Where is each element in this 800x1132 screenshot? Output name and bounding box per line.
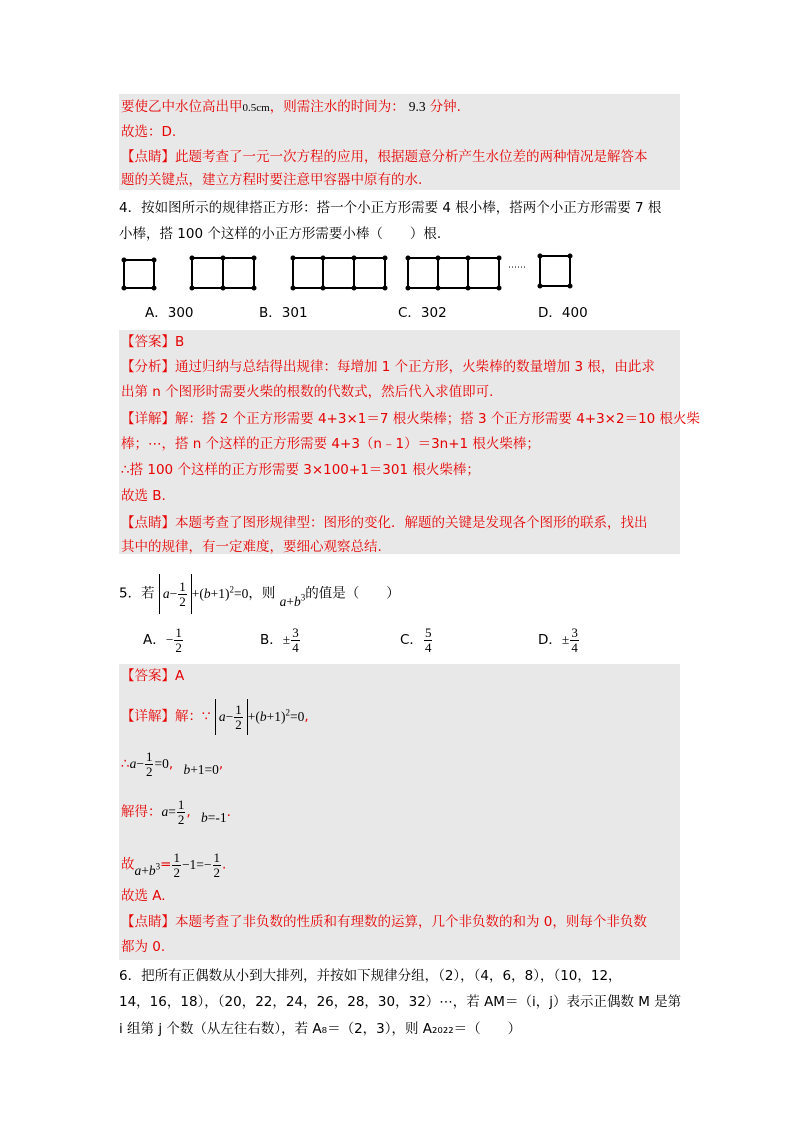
q4-option-b: B．301 <box>259 305 308 321</box>
q3-comment-1: 【点睛】此题考查了一元一次方程的应用，根据题意分析产生水位差的两种情况是解答本 <box>121 149 648 165</box>
q4-option-c: C．302 <box>398 305 447 321</box>
q5-option-b-label: B． <box>260 632 283 648</box>
q5-detail-because: 【详解】解：∵ a− $\frac{1}{2}$ $+(b+1)^2=0$, <box>121 694 309 735</box>
q5-option-c: C． $\frac{5}{4}$ <box>400 624 432 655</box>
q5-comment-1: 【点睛】本题考查了非负数的性质和有理数的运算，几个非负数的和为 0，则每个非负数 <box>121 914 647 930</box>
q3-result-line <box>121 97 461 118</box>
q5-solve-label: 解得： <box>121 804 162 820</box>
q4-detail-3: ∴搭 100 个这样的正方形需要 3×100+1＝301 根火柴棒； <box>121 462 480 478</box>
figure-ellipsis: ⋯⋯ <box>508 263 526 273</box>
q4-choose: 故选 B. <box>121 488 166 504</box>
q5-option-b: B．± $\frac{3}{4}$ <box>260 624 299 655</box>
q3-text-c: ，则需注水的时间为： <box>269 99 405 115</box>
q3-text-e: 分钟. <box>429 99 461 115</box>
figure-joint-dots <box>122 254 573 291</box>
q5-option-a: A．− $\frac{1}{2}$ <box>143 624 182 655</box>
q5-therefore-symbol: ∴ <box>121 756 130 772</box>
q5-so-label: 故 <box>121 856 135 873</box>
figure-3-squares <box>293 258 385 288</box>
figure-1-square <box>124 260 154 288</box>
q5-choose: 故选 A. <box>121 888 166 904</box>
q5-detail-label: 【详解】解： <box>121 708 202 725</box>
q4-square-pattern-figure <box>0 250 800 310</box>
q4-detail-2: 棒；⋯，搭 n 个这样的正方形需要 4+3（n﹣1）＝3n+1 根火柴棒； <box>121 436 540 452</box>
q3-choose: 故选：D. <box>121 124 177 140</box>
q3-value-cm: 0.5cm <box>242 102 270 114</box>
q3-text-a: 要使乙中水位高出甲 <box>121 99 243 115</box>
q5-so-line: 故$a+b^3=$ $\frac{1}{2}$ −1=− $\frac{1}{2}$ . <box>121 849 227 880</box>
q6-line-2: 14，16，18），（20，22，24，26，28，30，32）⋯，若 AM＝（i，j）表示正偶数 M 是第 <box>119 994 682 1010</box>
q4-option-d: D．400 <box>538 305 588 321</box>
q5-tail: 的值是（ ） <box>305 585 400 602</box>
q4-option-a: A．300 <box>145 305 194 321</box>
q4-stem-2: 小棒，搭 100 个这样的小正方形需要小棒（ ）根. <box>119 226 442 242</box>
q5-stem: 5．若 a− $\frac{1}{2}$ $+(b+1)^2=0$，则 $a+b^3$的值是（ ） <box>119 569 400 614</box>
q5-solve-line: 解得：a= $\frac{1}{2}$ , b=-1. <box>121 797 231 828</box>
q5-option-a-label: A． <box>143 632 166 648</box>
q5-abs-expression: a− $\frac{1}{2}$ <box>159 574 192 614</box>
q6-line-3: i 组第 j 个数（从左往右数），若 A₈＝（2，3），则 A₂₀₂₂＝（ ） <box>119 1021 522 1037</box>
q5-therefore-line: ∴a− $\frac{1}{2}$ =0, b+1=0, <box>121 749 224 780</box>
q4-analysis-2: 出第 n 个图形时需要火柴的根数的代数式，然后代入求值即可. <box>121 384 494 400</box>
q3-comment-2: 题的关键点，建立方程时要注意甲容器中原有的水. <box>121 172 423 188</box>
figure-4-squares <box>408 258 499 288</box>
q6-line-1: 6．把所有正偶数从小到大排列，并按如下规律分组，（2），（4，6，8），（10，12， <box>119 968 622 984</box>
q3-value-min: 9.3 <box>408 99 426 114</box>
q5-number: 5．若 <box>119 585 155 602</box>
q5-because-symbol: ∵ <box>202 708 211 725</box>
q4-detail-1: 【详解】解：搭 2 个正方形需要 4+3×1＝7 根火柴棒；搭 3 个正方形需要 4+3×2＝10 根火柴 <box>121 411 701 427</box>
figure-n-square <box>540 256 570 286</box>
q4-analysis-1: 【分析】通过归纳与总结得出规律：每增加 1 个正方形，火柴棒的数量增加 3 根，由此求 <box>121 359 655 375</box>
q5-comment-2: 都为 0. <box>121 939 166 955</box>
q4-comment-1: 【点睛】本题考查了图形规律型：图形的变化．解题的关键是发现各个图形的联系，找出 <box>121 515 648 531</box>
q5-option-c-label: C． <box>400 632 423 648</box>
figure-2-squares <box>192 258 254 288</box>
q5-mid: ，则 <box>248 585 276 602</box>
q5-option-d-label: D． <box>538 632 562 648</box>
q5-option-d: D．± $\frac{3}{4}$ <box>538 624 578 655</box>
q4-stem-1: 4．按如图所示的规律搭正方形：搭一个小正方形需要 4 根小棒，搭两个小正方形需要 7 根 <box>119 200 662 216</box>
q4-comment-2: 其中的规律，有一定难度，要细心观察总结. <box>121 539 382 555</box>
q5-answer: 【答案】A <box>121 668 185 684</box>
q5-target-expression: $a+b^3$ <box>279 592 306 609</box>
q4-answer: 【答案】B <box>121 334 185 350</box>
